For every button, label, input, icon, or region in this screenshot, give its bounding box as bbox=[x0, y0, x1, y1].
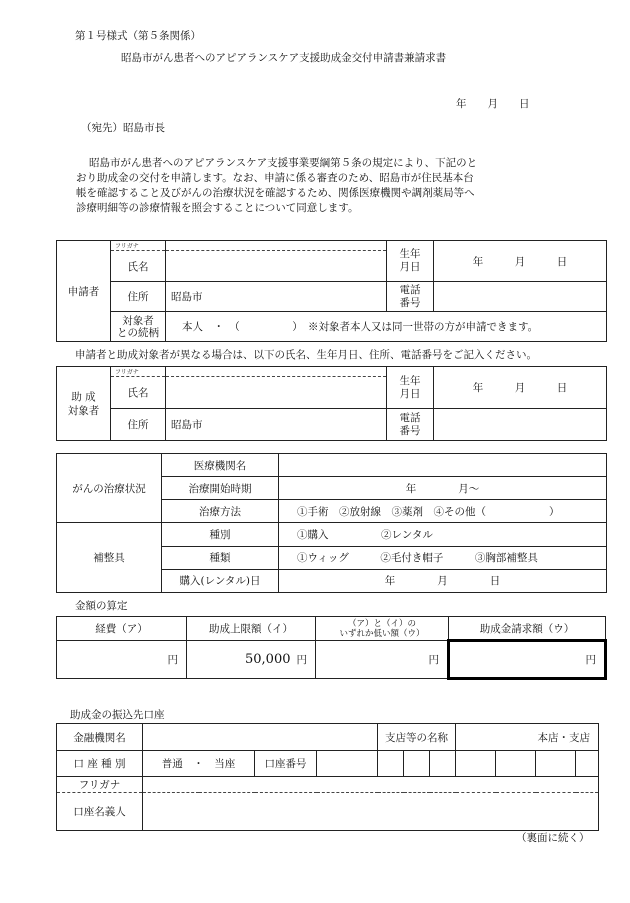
bank-table bbox=[56, 723, 599, 831]
furigana-field[interactable] bbox=[166, 367, 387, 377]
subject-table bbox=[56, 366, 607, 441]
date-field[interactable]: 年 月 日 bbox=[279, 569, 607, 592]
applicant-section-label: 申請者 bbox=[57, 241, 111, 342]
subject-section-label: 助 成 対象者 bbox=[57, 367, 111, 441]
furigana-label: フリガナ bbox=[111, 241, 166, 251]
account-digit[interactable] bbox=[430, 751, 456, 777]
lower-amount-field[interactable] bbox=[316, 641, 449, 679]
request-header: 助成金請求額（ウ） bbox=[449, 617, 606, 641]
yen-unit: 円 bbox=[585, 654, 596, 666]
account-number-label: 口座番号 bbox=[255, 751, 317, 777]
phone-label: 電話 番号 bbox=[387, 282, 434, 312]
account-digit[interactable] bbox=[536, 751, 576, 777]
limit-header: 助成上限額（イ） bbox=[187, 617, 316, 641]
intro-line: 昭島市がん患者へのアピアランスケア支援事業要綱第５条の規定により、下記のと bbox=[89, 157, 478, 169]
address-field[interactable]: 昭島市 bbox=[166, 282, 387, 312]
subject-note: 申請者と助成対象者が異なる場合は、以下の氏名、生年月日、住所、電話番号をご記入ください。 bbox=[75, 349, 537, 361]
form-number: 第１号様式（第５条関係） bbox=[75, 30, 201, 42]
phone-label: 電話 番号 bbox=[387, 409, 434, 441]
treatment-device-table bbox=[56, 453, 607, 593]
address-field[interactable]: 昭島市 bbox=[166, 409, 387, 441]
branch-label: 支店等の名称 bbox=[378, 724, 456, 751]
birth-field[interactable]: 年 月 日 bbox=[434, 241, 607, 282]
account-digit[interactable] bbox=[404, 751, 430, 777]
name-label: 氏名 bbox=[111, 377, 166, 409]
type-label: 種類 bbox=[162, 546, 279, 569]
bank-heading: 助成金の振込先口座 bbox=[70, 709, 165, 721]
expense-field[interactable] bbox=[57, 641, 187, 679]
phone-field[interactable] bbox=[434, 409, 607, 441]
furigana-field[interactable] bbox=[143, 777, 599, 793]
address-label: 住所 bbox=[111, 282, 166, 312]
relation-label: 対象者 との続柄 bbox=[111, 312, 166, 342]
expense-header: 経費（ア） bbox=[57, 617, 187, 641]
institution-label: 金融機関名 bbox=[57, 724, 143, 751]
furigana-label: フリガナ bbox=[111, 367, 166, 377]
institution-field[interactable] bbox=[143, 724, 378, 751]
applicant-table bbox=[56, 240, 607, 342]
account-type-field[interactable]: 普通 ・ 当座 bbox=[143, 751, 255, 777]
name-label: 氏名 bbox=[111, 251, 166, 282]
request-amount-field[interactable] bbox=[449, 641, 606, 679]
date-line: 年 月 日 bbox=[456, 98, 530, 110]
method-field[interactable]: ①手術 ②放射線 ③薬剤 ④その他（ ） bbox=[279, 500, 607, 523]
kind-label: 種別 bbox=[162, 523, 279, 546]
name-field[interactable] bbox=[166, 251, 387, 282]
account-type-label: 口 座 種 別 bbox=[57, 751, 143, 777]
intro-line: おり助成金の交付を申請します。なお、申請に係る審査のため、昭島市が住民基本台 bbox=[76, 172, 474, 184]
yen-unit: 円 bbox=[296, 654, 307, 666]
birth-label: 生年 月日 bbox=[387, 241, 434, 282]
holder-label: 口座名義人 bbox=[57, 793, 143, 831]
amount-heading: 金額の算定 bbox=[75, 600, 128, 612]
account-digit[interactable] bbox=[317, 751, 378, 777]
kind-field[interactable]: ①購入 ②レンタル bbox=[279, 523, 607, 546]
birth-field[interactable]: 年 月 日 bbox=[434, 367, 607, 409]
name-field[interactable] bbox=[166, 377, 387, 409]
method-label: 治療方法 bbox=[162, 500, 279, 523]
relation-field[interactable]: 本人 ・ （ ） ※対象者本人又は同一世帯の方が申請できます。 bbox=[166, 312, 607, 342]
branch-field[interactable]: 本店・支店 bbox=[456, 724, 599, 751]
birth-label: 生年 月日 bbox=[387, 367, 434, 409]
yen-unit: 円 bbox=[428, 654, 439, 666]
institution-field[interactable] bbox=[279, 454, 607, 477]
intro-line: 帳を確認すること及びがんの治療状況を確認するため、関係医療機関や調剤薬局等へ bbox=[76, 187, 475, 199]
page-title: 昭島市がん患者へのアピアランスケア支援助成金交付申請書兼請求書 bbox=[121, 52, 447, 64]
account-digit[interactable] bbox=[496, 751, 536, 777]
institution-label: 医療機関名 bbox=[162, 454, 279, 477]
amount-table bbox=[56, 616, 607, 680]
address-label: 住所 bbox=[111, 409, 166, 441]
phone-field[interactable] bbox=[434, 282, 607, 312]
continued-note: （裏面に続く） bbox=[516, 832, 590, 844]
account-digit[interactable] bbox=[456, 751, 496, 777]
limit-value bbox=[187, 641, 316, 679]
treatment-section-label: がんの治療状況 bbox=[57, 454, 162, 523]
device-section-label: 補整具 bbox=[57, 523, 162, 593]
type-field[interactable]: ①ウィッグ ②毛付き帽子 ③胸部補整具 bbox=[279, 546, 607, 569]
yen-unit: 円 bbox=[167, 654, 178, 666]
start-label: 治療開始時期 bbox=[162, 477, 279, 500]
date-label: 購入(レンタル)日 bbox=[162, 569, 279, 592]
account-digit[interactable] bbox=[378, 751, 404, 777]
account-digit[interactable] bbox=[576, 751, 599, 777]
furigana-field[interactable] bbox=[166, 241, 387, 251]
furigana-label: フリガナ bbox=[57, 777, 143, 793]
limit-amount: 50,000 bbox=[245, 652, 291, 667]
holder-field[interactable] bbox=[143, 793, 599, 831]
intro-line: 診療明細等の診療情報を照会することについて同意します。 bbox=[76, 202, 359, 214]
start-field[interactable]: 年 月～ bbox=[279, 477, 607, 500]
addressee: （宛先）昭島市長 bbox=[81, 122, 165, 134]
lower-amount-header: （ア）と（イ）の いずれか低い額（ウ） bbox=[316, 617, 449, 641]
